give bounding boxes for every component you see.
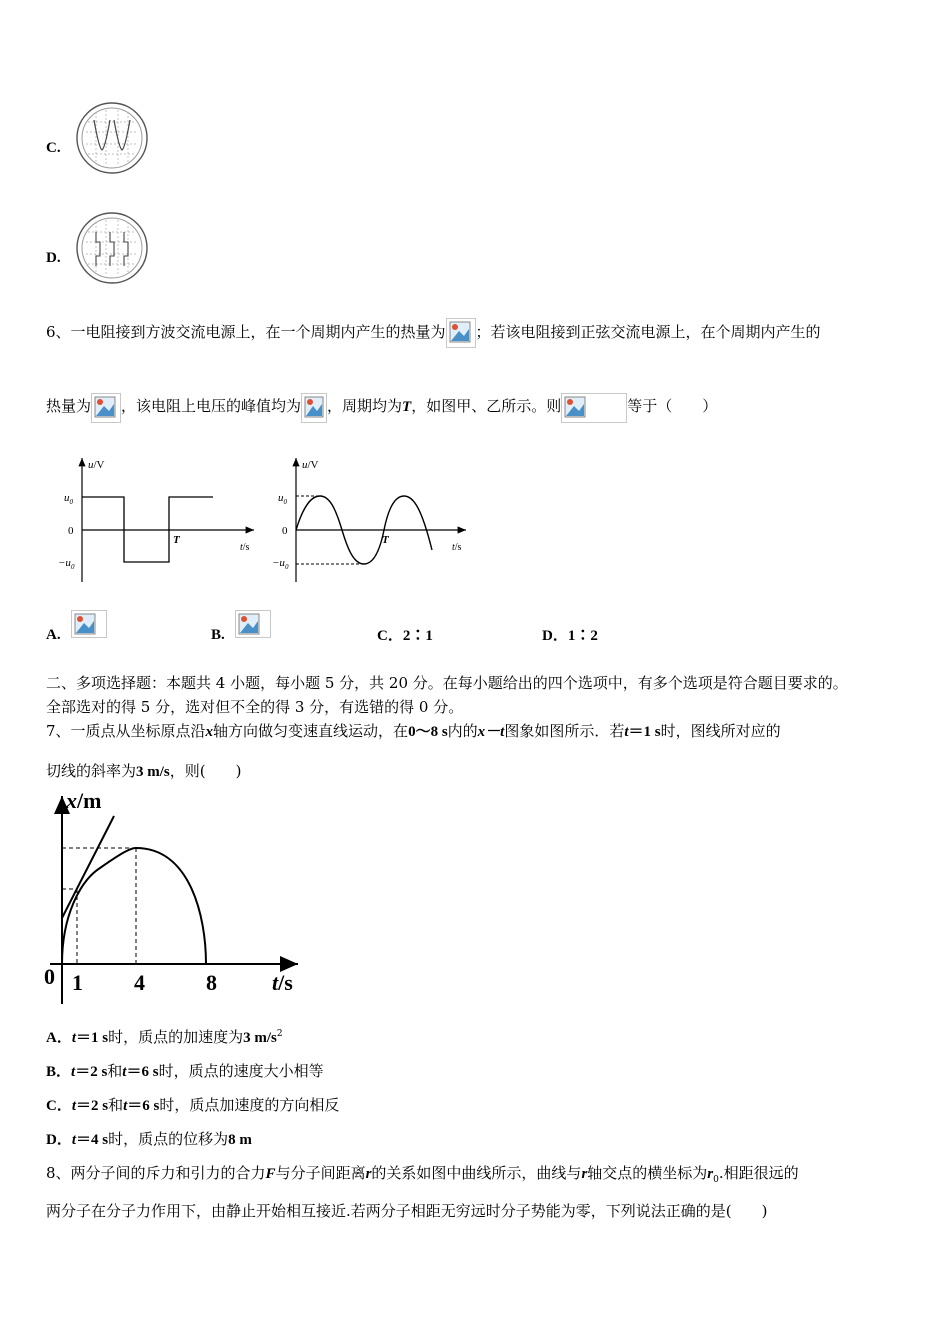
q6-line2: 热量为 ，该电阻上电压的峰值均为 ，周期均为T，如图甲、乙所示。则 等于（ ）	[46, 390, 717, 422]
q8-line1: 8、两分子间的斥力和引力的合力F与分子间距离r的关系如图中曲线所示，曲线与r轴交点的横坐标为$r_0$.相距很远的	[46, 1164, 799, 1185]
broken-image-icon	[561, 393, 627, 423]
q7-option-b: B．t＝2 s和t＝6 s时，质点的速度大小相等	[46, 1062, 324, 1080]
sine-wave-graph	[266, 454, 476, 588]
tangent-line	[62, 816, 114, 918]
origin-label: 0	[44, 964, 55, 989]
tick-8: 8	[206, 970, 217, 995]
broken-image-icon	[235, 610, 271, 638]
x-axis-label: t/s	[272, 970, 293, 995]
broken-image-icon	[446, 318, 476, 348]
tick-4: 4	[134, 970, 145, 995]
q8-line2: 两分子在分子力作用下，由静止开始相互接近.若两分子相距无穷远时分子势能为零，下列说法正确的是( )	[46, 1202, 768, 1220]
q7-line1: 7、一质点从坐标原点沿x轴方向做匀变速直线运动，在0～8 s内的x－t图象如图所示．若t＝1 s时，图线所对应的	[46, 722, 781, 740]
q7-option-c: C．t＝2 s和t＝6 s时，质点加速度的方向相反	[46, 1096, 340, 1114]
q6-option-b: B.	[211, 610, 271, 644]
zero-label: 0	[68, 525, 74, 537]
q7-line2: 切线的斜率为3 m/s，则( )	[46, 762, 242, 780]
option-d-label: D.	[46, 250, 61, 266]
y-axis-label: u/V	[88, 459, 105, 471]
x-axis-label: t/s	[240, 542, 250, 553]
y-axis-label: x/m	[66, 788, 102, 813]
q6-option-d: D．1∶2	[542, 628, 598, 644]
q7-option-a: A．t＝1 s时，质点的加速度为3 $m/s^2$	[46, 1028, 283, 1046]
q6-option-a: A.	[46, 610, 107, 644]
section2-line2: 全部选对的得 5 分，选对但不全的得 3 分，有选错的得 0 分。	[46, 698, 464, 716]
broken-image-icon	[91, 393, 121, 423]
neg-u0-label: $-u_0$	[58, 557, 75, 571]
broken-image-icon	[301, 393, 327, 423]
q7-option-d: D．t＝4 s时，质点的位移为8 m	[46, 1130, 252, 1148]
tick-1: 1	[72, 970, 83, 995]
x-axis-label: t/s	[452, 542, 462, 553]
scope-image-d	[74, 210, 150, 286]
square-wave-graph	[56, 454, 266, 588]
section2-line1: 二、多项选择题：本题共 4 小题，每小题 5 分，共 20 分。在每小题给出的四个选项中，有多个选项是符合题目要求的。	[46, 674, 848, 692]
t-period-label: T	[382, 534, 389, 546]
xt-curve	[62, 848, 206, 964]
option-c-label: C.	[46, 140, 61, 156]
zero-label: 0	[282, 525, 288, 537]
u0-label: $u_0$	[278, 492, 287, 506]
q6-option-c: C．2∶1	[377, 628, 433, 644]
neg-u0-label: $-u_0$	[272, 557, 289, 571]
u0-label: $u_0$	[64, 492, 73, 506]
xt-graph	[40, 786, 310, 1006]
broken-image-icon	[71, 610, 107, 638]
q6-line1: 6、一电阻接到方波交流电源上，在一个周期内产生的热量为 ；若该电阻接到正弦交流电源上，在个周期内产生的	[46, 316, 821, 348]
y-axis-label: u/V	[302, 459, 319, 471]
scope-image-c	[74, 100, 150, 176]
t-period-label: T	[173, 534, 180, 546]
